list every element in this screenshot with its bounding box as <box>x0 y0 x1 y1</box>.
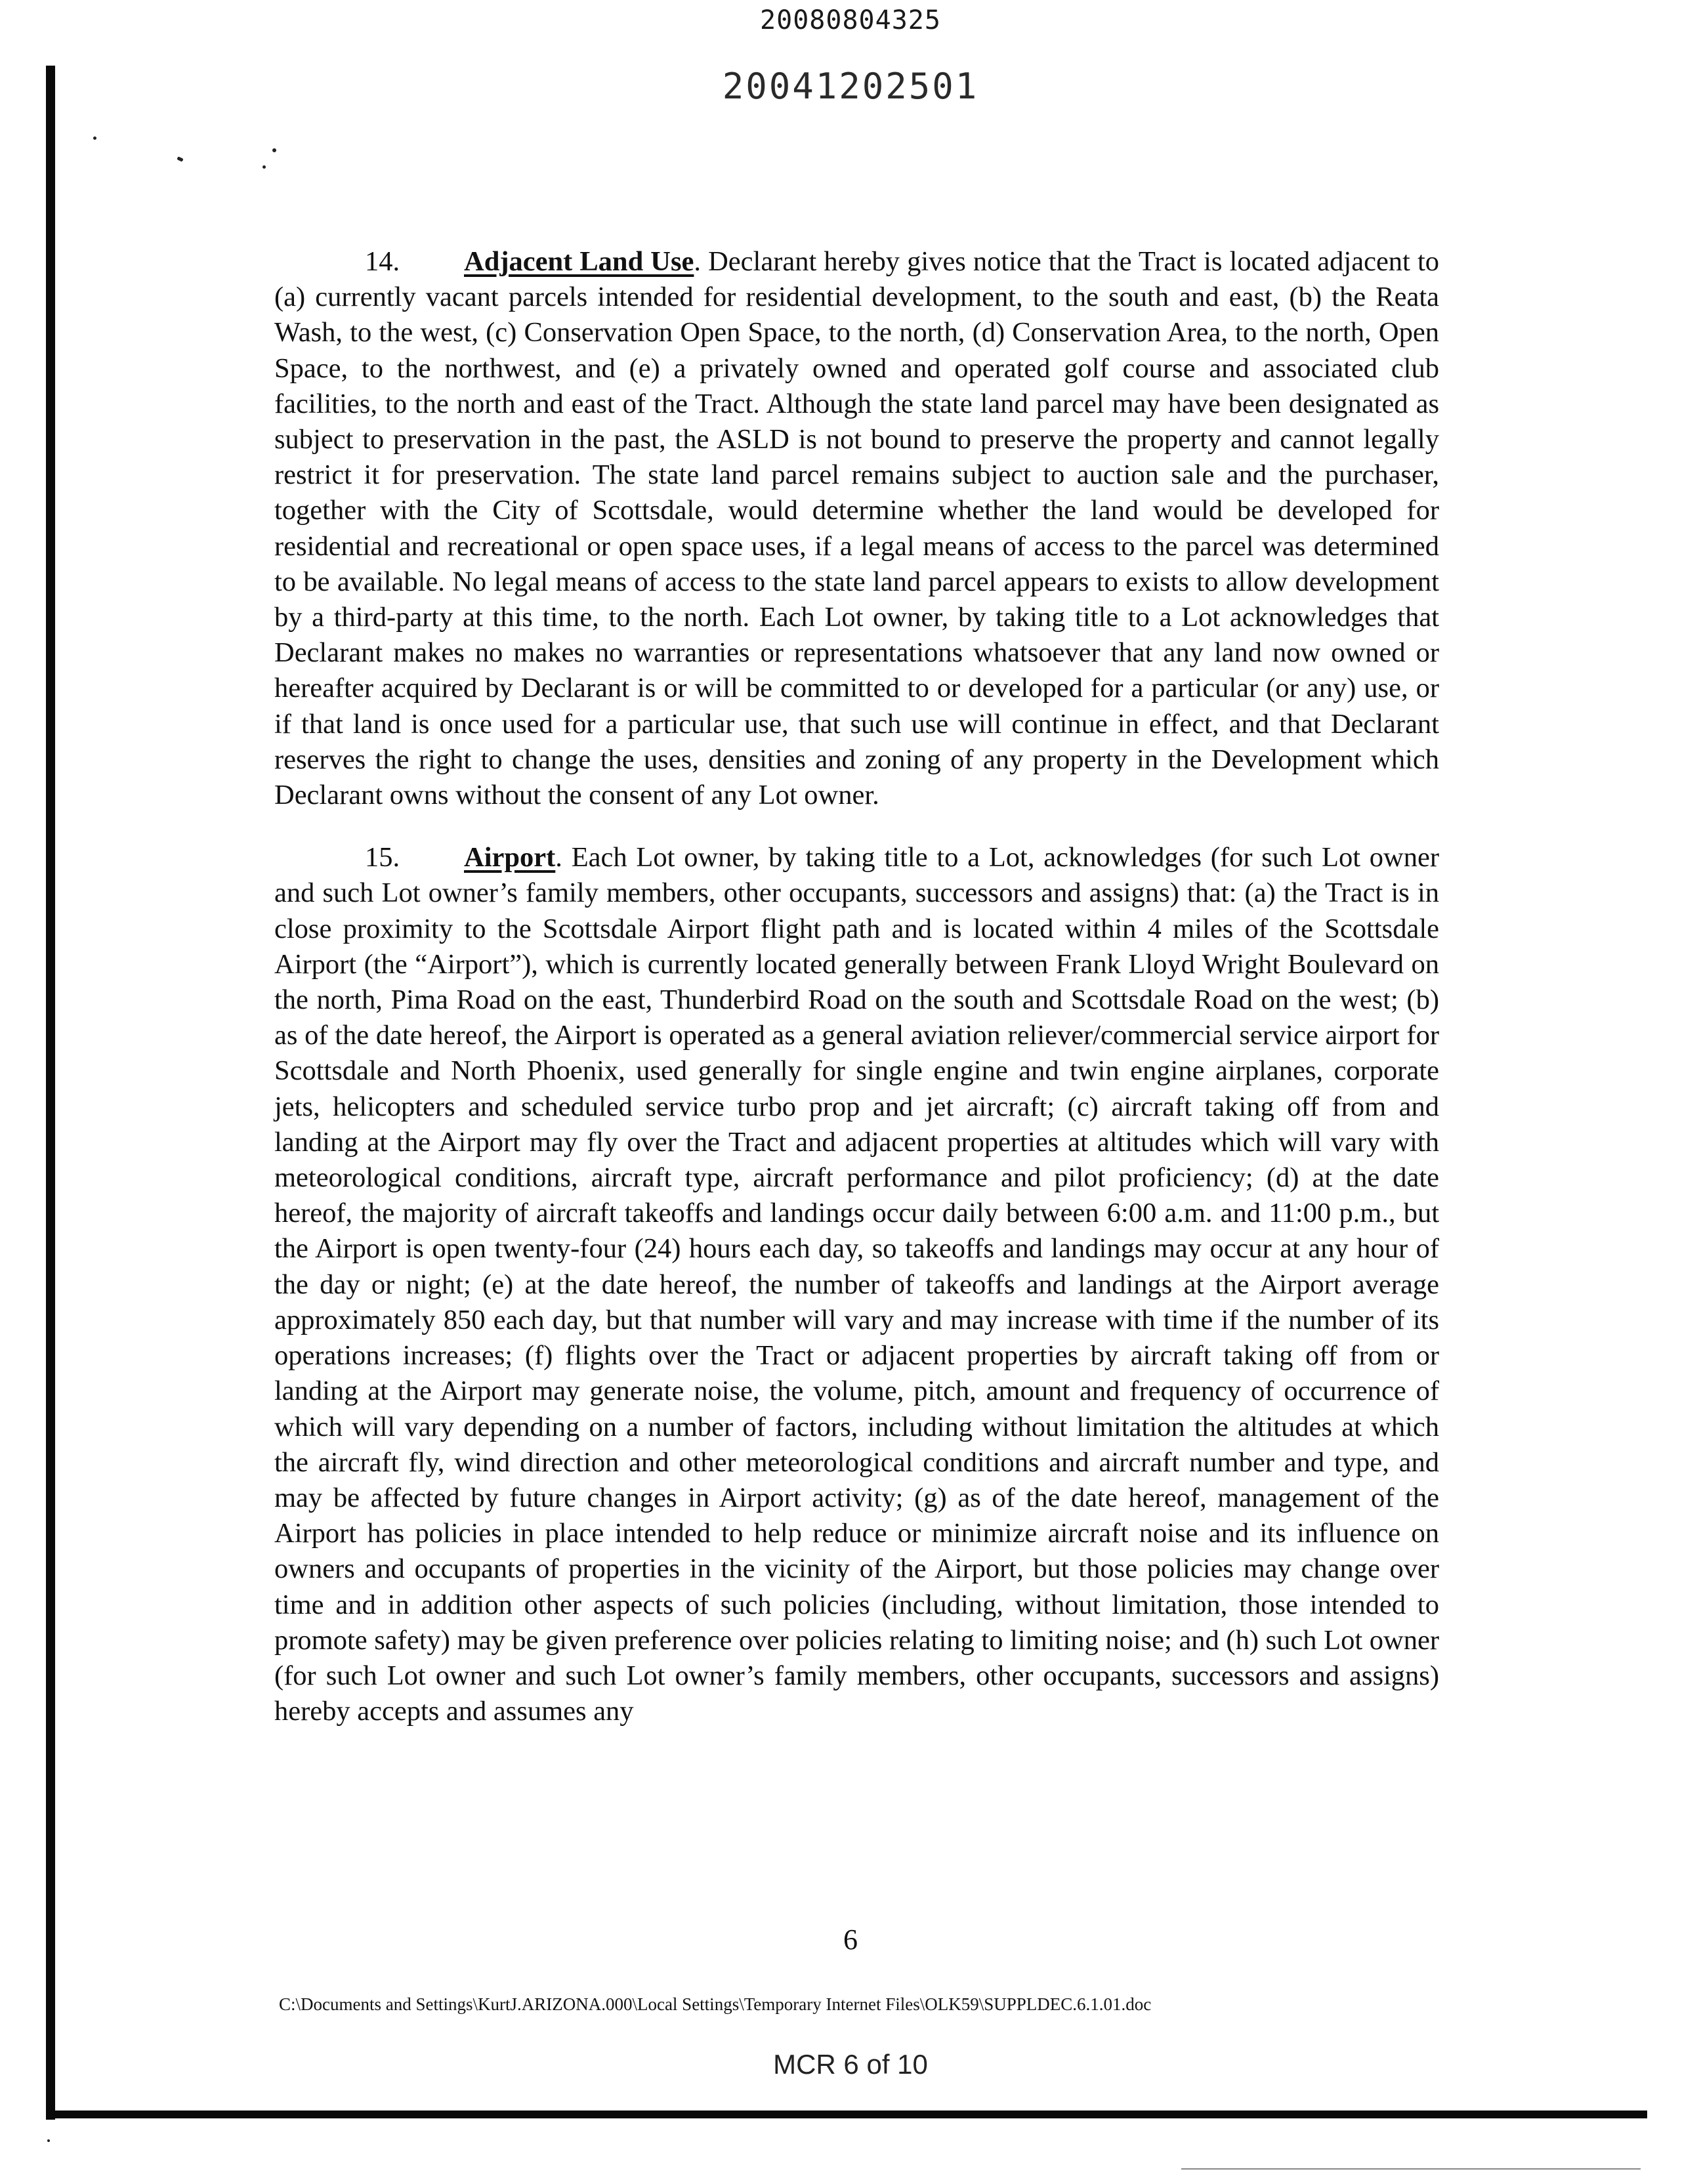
scan-speck <box>272 148 276 152</box>
section-adjacent-land-use <box>274 244 1439 813</box>
scan-speck <box>1181 2168 1641 2170</box>
section-number: 15. <box>365 842 400 873</box>
scan-edge-left <box>46 66 55 2120</box>
section-airport <box>274 840 1439 1729</box>
heading-punctuation: . <box>694 246 702 277</box>
file-path: C:\Documents and Settings\KurtJ.ARIZONA.000\Local Settings\Temporary Internet Files\OLK59\SUPPLDEC.6.1.01.doc <box>279 1994 1152 2014</box>
document-body <box>274 244 1439 1729</box>
section-text: Each Lot owner, by taking title to a Lot, acknowledges (for such Lot owner and such Lot owner’s family members, other occupants, successors and assigns) that: (a) the Tract is in close proximity to the Scottsdale Airport flight path and is located within 4 miles of the Scottsdale Airport (the “Airport”), which is currently located generally between Frank Lloyd Wright Boulevard on the north, Pima Road on the east, Thunderbird Road on the south and Scottsdale Road on the west; (b) as of the date hereof, the Airport is operated as a general aviation reliever/commercial service airport for Scottsdale and North Phoenix, used generally for single engine and twin engine airplanes, corporate jets, helicopters and scheduled service turbo prop and jet aircraft; (c) aircraft taking off from and landing at the Airport may fly over the Tract and adjacent properties at altitudes which will vary with meteorological conditions, aircraft type, aircraft performance and pilot proficiency; (d) at the date hereof, the majority of aircraft takeoffs and landings occur daily between 6:00 a.m. and 11:00 p.m., but the Airport is open twenty-four (24) hours each day, so takeoffs and landings may occur at any hour of the day or night; (e) at the date hereof, the number of takeoffs and landings at the Airport average approximately 850 each day, but that number will vary and may increase with time if the number of its operations increases; (f) flights over the Tract or adjacent properties by aircraft taking off from or landing at the Airport may generate noise, the volume, pitch, amount and frequency of occurrence of which will vary depending on a number of factors, including without limitation the altitudes at which the aircraft fly, wind direction and other meteorological conditions and aircraft number and type, and may be affected by future changes in Airport activity; (g) as of the date hereof, management of the Airport has policies in place intended to help reduce or minimize aircraft noise and its influence on owners and occupants of properties in the vicinity of the Airport, but those policies may change over time and in addition other aspects of such policies (including, without limitation, those intended to promote safety) may be given preference over policies relating to limiting noise; and (h) such Lot owner (for such Lot owner and such Lot owner’s family members, other occupants, successors and assigns) hereby accepts and assumes any <box>274 842 1440 1727</box>
scan-speck <box>177 156 183 161</box>
section-heading: Adjacent Land Use <box>464 246 694 277</box>
scan-speck <box>93 136 96 140</box>
section-number: 14. <box>365 246 400 277</box>
page-number: 6 <box>843 1923 858 1956</box>
recording-number-top: 20080804325 <box>760 5 941 35</box>
mcr-page-label: MCR 6 of 10 <box>773 2049 928 2080</box>
scan-edge-bottom <box>46 2110 1647 2118</box>
scan-speck <box>47 2139 50 2142</box>
section-heading: Airport <box>464 842 556 873</box>
recording-number-second: 20041202501 <box>722 66 979 107</box>
heading-punctuation: . <box>555 842 562 873</box>
scan-speck <box>262 165 266 169</box>
section-text: Declarant hereby gives notice that the Tract is located adjacent to (a) currently vacant parcels intended for residential development, to the south and east, (b) the Reata Wash, to the west, (c) Conservation Open Space, to the north, (d) Conservation Area, to the north, Open Space, to the northwest, and (e) a privately owned and operated golf course and associated club facilities, to the north and east of the Tract. Although the state land parcel may have been designated as subject to preservation in the past, the ASLD is not bound to preserve the property and cannot legally restrict it for preservation. The state land parcel remains subject to auction sale and the purchaser, together with the City of Scottsdale, would determine whether the land would be developed for residential and recreational or open space uses, if a legal means of access to the parcel was determined to be available. No legal means of access to the state land parcel appears to exists to allow development by a third-party at this time, to the north. Each Lot owner, by taking title to a Lot acknowledges that Declarant makes no makes no warranties or representations whatsoever that any land now owned or hereafter acquired by Declarant is or will be committed to or developed for a particular (or any) use, or if that land is once used for a particular use, that such use will continue in effect, and that Declarant reserves the right to change the uses, densities and zoning of any property in the Development which Declarant owns without the consent of any Lot owner. <box>274 246 1440 811</box>
